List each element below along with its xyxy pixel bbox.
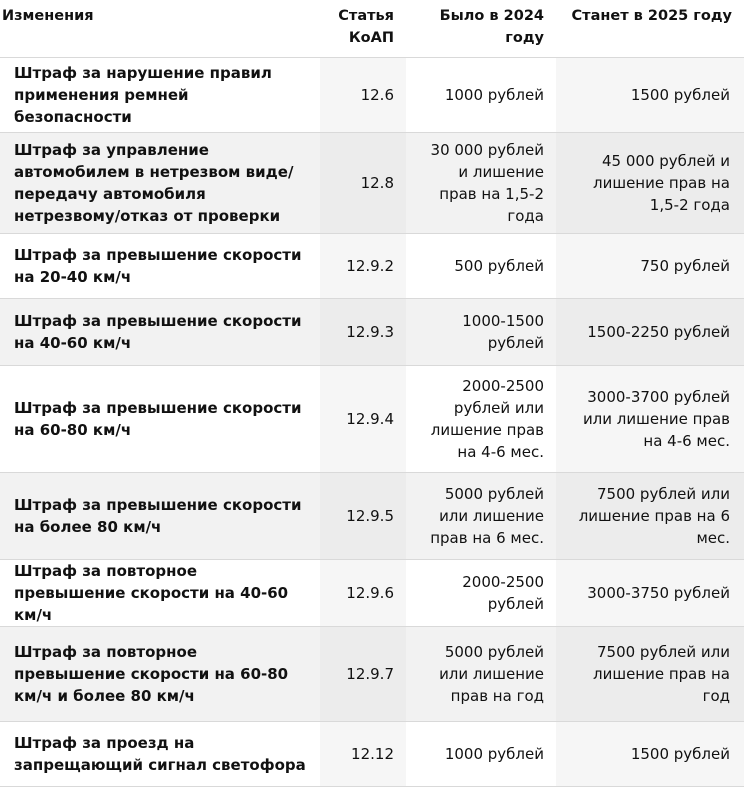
table-row — [0, 234, 744, 299]
cell-article: 12.9.2 — [320, 234, 406, 299]
cell-2024: 5000 рублей или лишение прав на 6 мес. — [406, 473, 556, 560]
table-row — [0, 473, 744, 560]
table-row — [0, 627, 744, 722]
cell-2024: 500 рублей — [406, 234, 556, 299]
header-2024: Было в 2024 году — [406, 0, 556, 58]
cell-2024: 5000 рублей или лишение прав на год — [406, 627, 556, 722]
header-change: Изменения — [0, 0, 320, 58]
cell-article: 12.8 — [320, 133, 406, 234]
cell-2024: 1000 рублей — [406, 58, 556, 133]
header-row — [0, 0, 744, 58]
table-row — [0, 366, 744, 473]
cell-2025: 750 рублей — [556, 234, 744, 299]
cell-change: Штраф за проезд на запрещающий сигнал светофора — [0, 722, 320, 787]
cell-article: 12.6 — [320, 58, 406, 133]
cell-2025: 7500 рублей или лишение прав на год — [556, 627, 744, 722]
header-2025: Станет в 2025 году — [556, 0, 744, 58]
cell-2025: 45 000 рублей и лишение прав на 1,5-2 года — [556, 133, 744, 234]
cell-change: Штраф за превышение скорости на 20-40 км/ч — [0, 234, 320, 299]
table-row — [0, 722, 744, 787]
table-body — [0, 58, 744, 787]
cell-article: 12.9.7 — [320, 627, 406, 722]
table-row — [0, 299, 744, 366]
cell-article: 12.9.3 — [320, 299, 406, 366]
cell-2024: 1000 рублей — [406, 722, 556, 787]
cell-article: 12.9.4 — [320, 366, 406, 473]
cell-change: Штраф за превышение скорости на 60-80 км/ч — [0, 366, 320, 473]
cell-change: Штраф за превышение скорости на более 80 км/ч — [0, 473, 320, 560]
header-article: Статья КоАП — [320, 0, 406, 58]
cell-2024: 30 000 рублей и лишение прав на 1,5-2 года — [406, 133, 556, 234]
cell-change: Штраф за управление автомобилем в нетрезвом виде/передачу автомобиля нетрезвому/отказ от проверки — [0, 133, 320, 234]
cell-change: Штраф за нарушение правил применения ремней безопасности — [0, 58, 320, 133]
cell-change: Штраф за повторное превышение скорости на 60-80 км/ч и более 80 км/ч — [0, 627, 320, 722]
table-row — [0, 560, 744, 627]
cell-article: 12.12 — [320, 722, 406, 787]
table-header — [0, 0, 744, 58]
cell-2024: 2000-2500 рублей — [406, 560, 556, 627]
cell-change: Штраф за повторное превышение скорости на 40-60 км/ч — [0, 560, 320, 627]
table-row — [0, 133, 744, 234]
cell-2024: 1000-1500 рублей — [406, 299, 556, 366]
cell-change: Штраф за превышение скорости на 40-60 км/ч — [0, 299, 320, 366]
cell-article: 12.9.5 — [320, 473, 406, 560]
cell-article: 12.9.6 — [320, 560, 406, 627]
cell-2024: 2000-2500 рублей или лишение прав на 4-6 мес. — [406, 366, 556, 473]
table-row — [0, 58, 744, 133]
cell-2025: 1500-2250 рублей — [556, 299, 744, 366]
cell-2025: 3000-3700 рублей или лишение прав на 4-6 мес. — [556, 366, 744, 473]
cell-2025: 7500 рублей или лишение прав на 6 мес. — [556, 473, 744, 560]
cell-2025: 1500 рублей — [556, 722, 744, 787]
cell-2025: 3000-3750 рублей — [556, 560, 744, 627]
cell-2025: 1500 рублей — [556, 58, 744, 133]
